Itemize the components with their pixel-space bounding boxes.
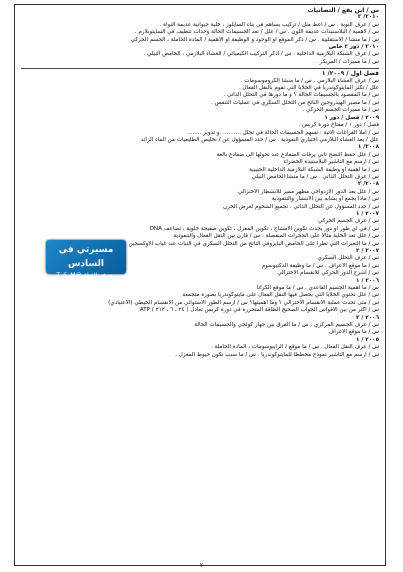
question-line: س / ما موقع الاعراف . س / ما وظيفة الدكتيوسوم xyxy=(261,262,379,269)
question-line: س / ارسم مع التأشير البلاستيدة الخضراء xyxy=(283,159,379,166)
question-line: س / ما التغيرات التي تطرأ على الحامض البايروفي الناتج من التحلل السكري في النبات عند غياب الاوكسجين xyxy=(128,240,379,247)
page-number: ٢ xyxy=(199,562,204,569)
question-line: س / ماذا يجمع او يشابه بين الانتشار والتنفوذية xyxy=(271,196,379,203)
banner-title: مسيرتي في السادس xyxy=(58,245,114,269)
question-line: س / عرف التحلل السكري xyxy=(317,255,379,262)
question-line: س / ما موقع الاعراف xyxy=(328,329,379,336)
document-page xyxy=(14,4,386,566)
question-line: س / عرف الجسيم المركزي . س / ما الفرق بين جهاز كولجي والجسيمات الحالة xyxy=(194,322,379,329)
exam-date: ٢٠٠٩ / فصل / دور ١ xyxy=(324,114,379,121)
question-line: س / اكثر من بين الاقواس الجواب الصحيح الطاقة المتحررة في دورة كربس تعادل ( ٢٤ ، ٦ ، ٢١٢ ) ATP xyxy=(139,307,379,314)
question-line: س / حدد المسؤول عن التحلل الذاتي ، تجميع الشحوم لغرض الخزن xyxy=(223,203,379,210)
section-heading: س / ابن يقع / التصانيات xyxy=(307,7,379,14)
banner-subtitle: معرف القناة @T_S_M xyxy=(56,272,116,279)
question-line: س / علل تحتوي الخلايا التي يحصل فيها النقل الفعال على مايتوكوندريا بصورة متجمعة xyxy=(182,292,379,299)
question-line: س / ما المقصود بالجسيمات الحالة ؟ و ما دورها في التحلل الذاتي . xyxy=(223,92,379,99)
question-line: س / املأ الفراغات الآتية : تسهم الجسيمات الحالة في تحلل ........... و تدوير ........ xyxy=(187,129,379,136)
exam-date: ٢٠٠٥ / ١ xyxy=(355,336,379,343)
question-line: س / عرف الغشاء البلازمي . س / ما منشأ الكروموسومات . xyxy=(240,77,379,84)
question-line: س / ارسم مع التأشير نموذج مخططا للمايتوكوندريا . س / ما سبب تكون خيوط المغزل . xyxy=(175,351,379,358)
question-line: س / عرف النوية . س / أعط مثل / تركيب يساهم في بناء السايلوز ، خلية حيوانية عديمة النواة . xyxy=(159,21,379,28)
question-line: س / ما منشأ / الاستقلبية . س / ذكر الموقع او الوجود و الوظيفة او الاهمية / المادة الحاملة ، الجسم الحركي xyxy=(130,36,379,43)
section-divider xyxy=(21,68,379,69)
question-line: س / عرف الجسم الحركي xyxy=(318,218,379,225)
question-line: س / علل يعد الدور الازدواجي مظهر مميز للانشطار الاختزالي xyxy=(238,188,379,195)
question-line: علل / تكثر المايتوكوندريا في الخلايا التي تقوم بالنقل الفعال . xyxy=(238,85,379,92)
exam-date: ٢٠٠٨/ ٢ xyxy=(357,181,379,188)
question-line: س / عرف النقل الفعال . س / ما موقع / الرايبوسومات ، المادة الحاملة . xyxy=(211,344,379,351)
question-line: س / علل تعد الخلية مثالا على الحجرات المنفصلة . س / قارن بين النقل الفعال والتنفوذية xyxy=(173,233,379,240)
exam-date: ٢٠١٠/ ٢ xyxy=(357,14,379,21)
question-line: س / ما اهمية او وظيفة الشبكة البلازمية الداخلية الحبيبية xyxy=(249,166,379,173)
question-line: علل / يعد الغشاء البلازمي اختياري النفوذية . س / حدد المسؤول عن / تخليص الطليعيات من الماء الزائد xyxy=(140,136,379,143)
exam-date: ٢٠٠٧ / ٢ xyxy=(355,248,379,254)
question-line: س / علل حفظ النضج تأتي يرقات الضفادع عند تحولها الى ضفادع بالغة xyxy=(216,151,379,158)
question-line: فصل / دور ١ / مفتاح دورة كربس . xyxy=(298,122,379,129)
section-heading: فصل اول / ٢٠٠٩/ ١ xyxy=(321,70,379,78)
exam-date: ٢٠١٠ / دور ٢ خاص xyxy=(328,44,379,51)
question-line: س / ما مميزات الجسم الحركي . xyxy=(302,107,379,114)
exam-date: ٢٠٠٦ / ١ xyxy=(355,277,379,284)
exam-date: ٢٠٠٨/ ١ xyxy=(357,144,379,151)
question-line: س / عرف التحلل الذاتي . س / ما منشأ الحامض النيلي xyxy=(251,173,379,180)
question-line: س / ما اهمية الجسيم القاعدي . س / ما موقع الكراتا xyxy=(256,285,379,292)
question-line: س / ما مصير الهيدروجين الناتج من التحلل السكري في عمليات التنفس . xyxy=(211,99,379,106)
question-line: س / ما مميزات / المريكز . xyxy=(316,58,379,65)
question-line: س / عرف الشبكة البلازمية الداخلية . س / أذكر التركيب الكيميائي / الغشاء البلازمي ، الحامض النيلي . xyxy=(143,51,379,58)
question-line: س / اشرح الدور الحركي للانقسام الاختزالي xyxy=(277,270,379,277)
question-line: س / لاهمية / البلاستيدات عديمة اللون . س / علل / تعد الجسيمات الحالة وحدات تنظيف في السايتوبلازم . xyxy=(134,29,379,36)
question-line: س / متى تحدث عملية الانقسام الاختزالي ؟ وما اهميتها؟ س / ارسم الطور الاستوائي من الانقسام الخيطي (الاعتيادي) xyxy=(108,299,379,306)
exam-date: ٢٠٠٦ / ٢ xyxy=(355,314,379,321)
exam-date: ٢٠٠٧ / ١ xyxy=(355,210,379,217)
question-line: س / في اي طور او دور يحدث تكوين الامشاج ، تكوين المغزل ، تكوين صفيحة خلوية ، تضاعف DNA xyxy=(149,225,379,232)
channel-banner xyxy=(46,240,126,279)
